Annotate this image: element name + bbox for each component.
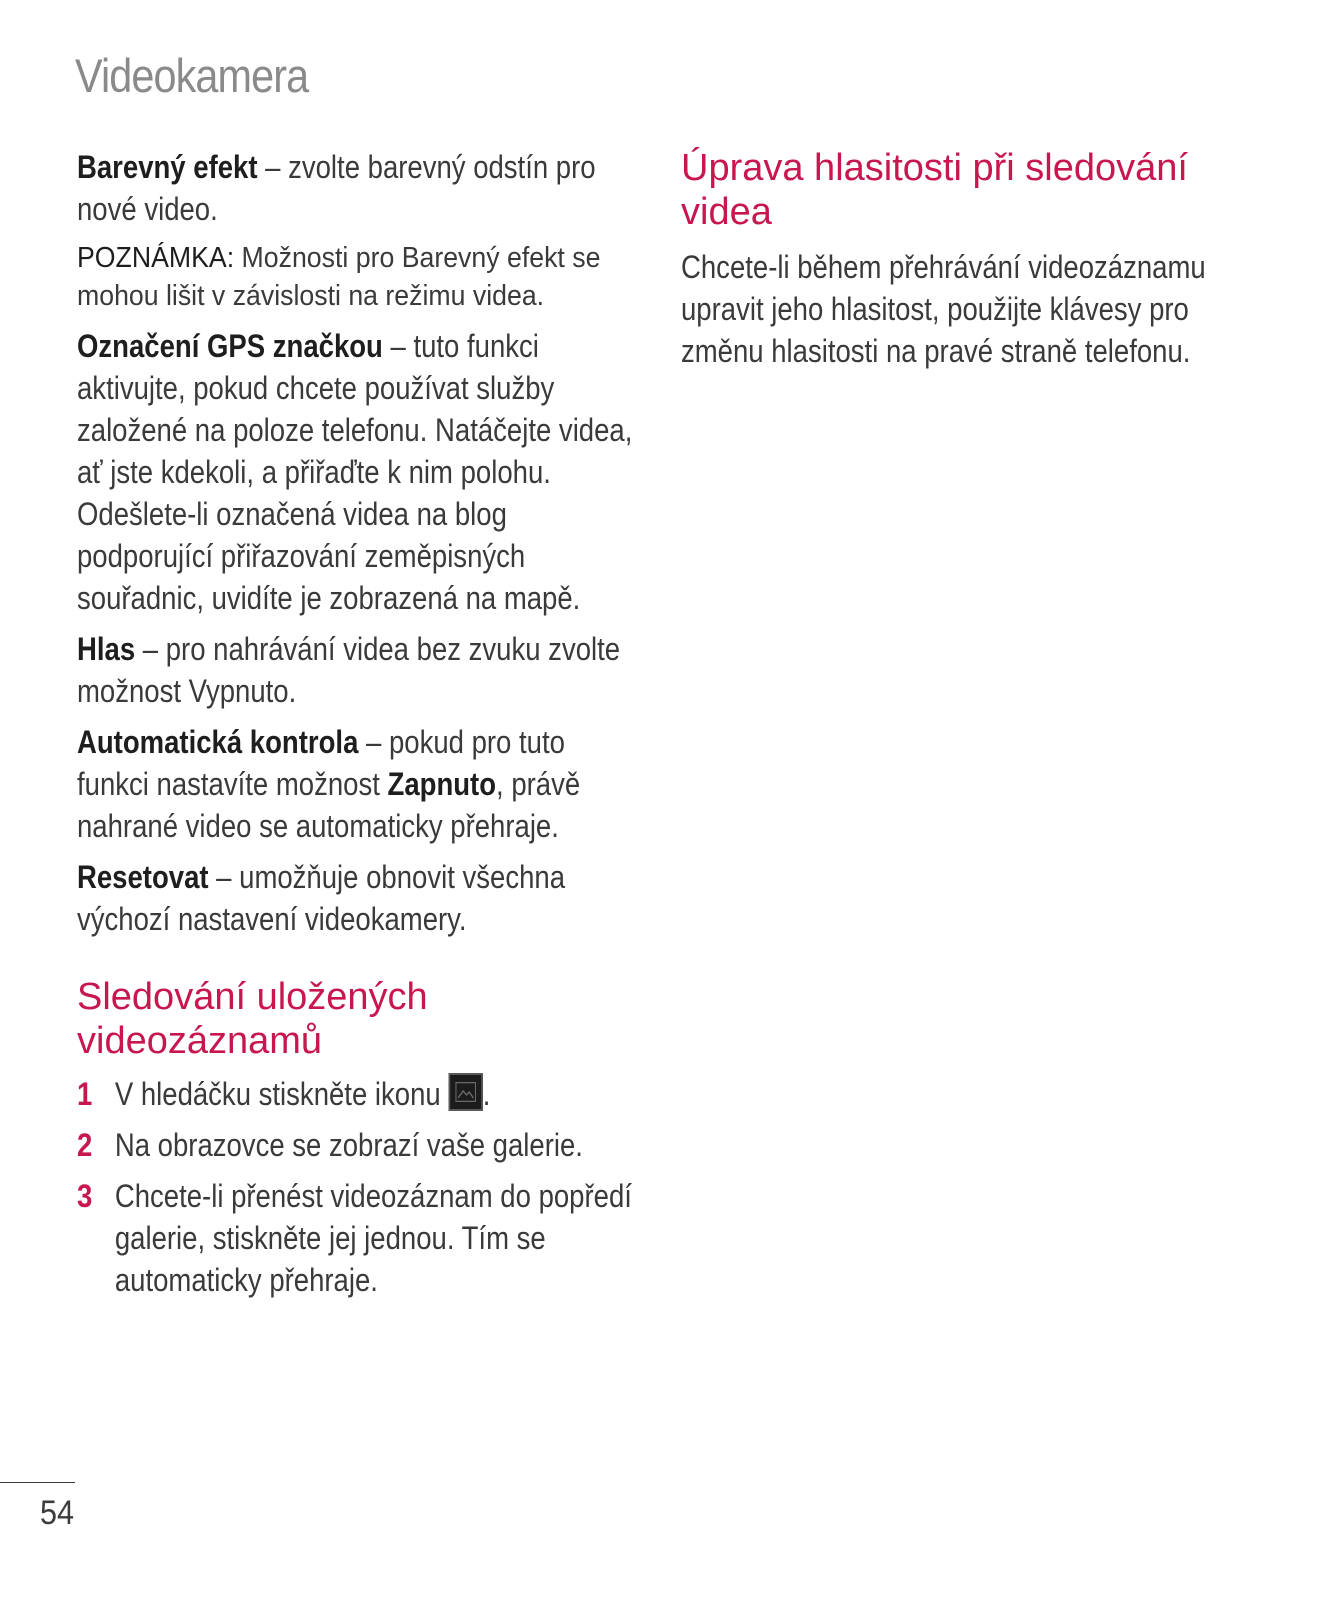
paragraph-reset <box>77 856 636 940</box>
page-title: Videokamera <box>75 49 309 102</box>
step-text-after-icon: . <box>482 1076 491 1112</box>
term-reset: Resetovat <box>77 859 209 895</box>
text-reset: – umožňuje obnovit všechna výchozí nastavení videokamery. <box>77 859 565 937</box>
section-heading-volume: Úprava hlasitosti při sledování videa <box>681 147 1188 233</box>
text-gps-tag: – tuto funkci aktivujte, pokud chcete používat služby založené na poloze telefonu. Natáčejte videa, ať jste kdekoli, a přiřaďte k nim polohu. Odešlete-li označená videa na blog podporující přiřazování zeměpisných souřadnic, uvidíte je zobrazená na mapě. <box>77 328 633 616</box>
term-on: Zapnuto <box>387 766 497 802</box>
paragraph-voice <box>77 628 636 712</box>
paragraph-auto-review <box>77 721 636 847</box>
note-label: POZNÁMKA: <box>77 242 235 274</box>
paragraph-volume: Chcete-li během přehrávání videozáznamu upravit jeho hlasitost, použijte klávesy pro změnu hlasitosti na pravé straně telefonu. <box>681 249 1206 369</box>
text-auto-review: – pokud pro tuto funkci nastavíte možnost <box>77 724 565 802</box>
step-number: 1 <box>77 1076 93 1112</box>
step-number: 3 <box>77 1178 93 1214</box>
text-color-effect: – zvolte barevný odstín pro nové video. <box>77 149 596 227</box>
step-item <box>77 1124 636 1166</box>
footer-rule <box>0 1482 75 1483</box>
step-text <box>115 1073 491 1115</box>
step-text: Na obrazovce se zobrazí vaše galerie. <box>114 1127 583 1163</box>
term-auto-review: Automatická kontrola <box>77 724 359 760</box>
paragraph-color-effect <box>77 146 636 230</box>
gallery-icon <box>448 1073 482 1111</box>
step-item <box>77 1175 636 1301</box>
section-heading-saved-videos: Sledování uložených videozáznamů <box>77 976 428 1062</box>
text-auto-review-end: , právě nahrané video se automaticky přehraje. <box>77 766 581 844</box>
term-voice: Hlas <box>77 631 136 667</box>
term-gps-tag: Označení GPS značkou <box>77 328 383 364</box>
step-text: Chcete-li přenést videozáznam do popředí galerie, stiskněte jej jednou. Tím se automaticky přehraje. <box>114 1178 632 1298</box>
right-column <box>681 146 1241 381</box>
step-number: 2 <box>77 1127 93 1163</box>
term-color-effect: Barevný efekt <box>77 149 258 185</box>
note-paragraph <box>77 239 639 315</box>
note-text: Možnosti pro Barevný efekt se mohou lišit v závislosti na režimu videa. <box>77 242 601 312</box>
text-voice: – pro nahrávání videa bez zvuku zvolte možnost Vypnuto. <box>77 631 621 709</box>
paragraph-gps-tag <box>77 325 636 619</box>
step-item <box>77 1073 636 1115</box>
step-text-main: V hledáčku stiskněte ikonu <box>114 1076 449 1112</box>
left-column <box>77 146 637 1310</box>
steps-list <box>77 1073 637 1301</box>
page-number: 54 <box>40 1494 75 1532</box>
